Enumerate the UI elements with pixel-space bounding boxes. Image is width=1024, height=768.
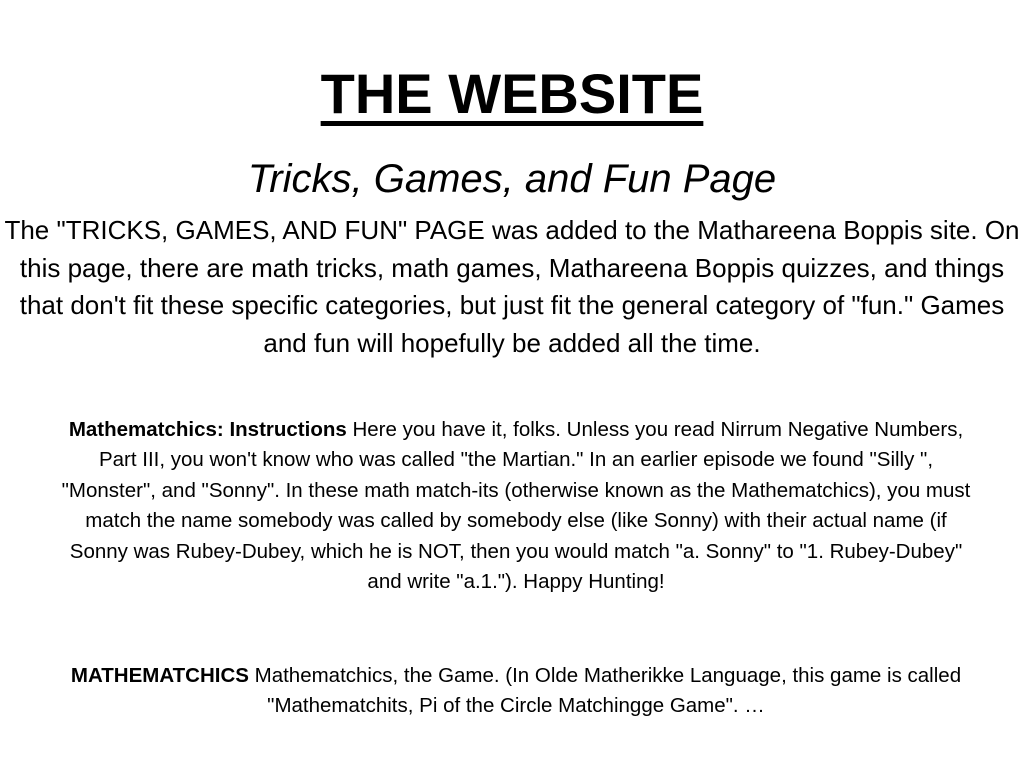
slide-subtitle: Tricks, Games, and Fun Page [247,157,777,201]
intro-paragraph: The "TRICKS, GAMES, AND FUN" PAGE was added to the Mathareena Boppis site. On this page, there are math tricks, math games, Mathareena Boppis quizzes, and things that don't fit these specific categories, but just fit the general category of "fun." Games and fun will hopefully be added all the time. [4,215,1020,358]
slide-title-text: THE WEBSITE [320,62,704,125]
mathematchics-section [56,661,976,722]
mathematchics-text: Mathematchics, the Game. (In Olde Matherikke Language, this game is called "Mathematchits, Pi of the Circle Matchingge Game". … [248,664,962,718]
instructions-section [56,415,976,597]
instructions-heading: Mathematchics: Instructions [68,418,347,441]
slide-title [0,58,1024,130]
mathematchics-heading: MATHEMATCHICS [70,664,249,687]
instructions-text: Here you have it, folks. Unless you read Nirrum Negative Numbers, Part III, you won't know who was called "the Martian." In an earlier episode we found "Silly ", "Monster", and "Sonny". In these math match-its (otherwise known as the Mathematchics), you must match the name somebody was called by somebody else (like Sonny) with their actual name (if Sonny was Rubey-Dubey, which he is NOT, then you would match "a. Sonny" to "1. Rubey-Dubey" and write "a.1."). Happy Hunting! [61,418,971,594]
